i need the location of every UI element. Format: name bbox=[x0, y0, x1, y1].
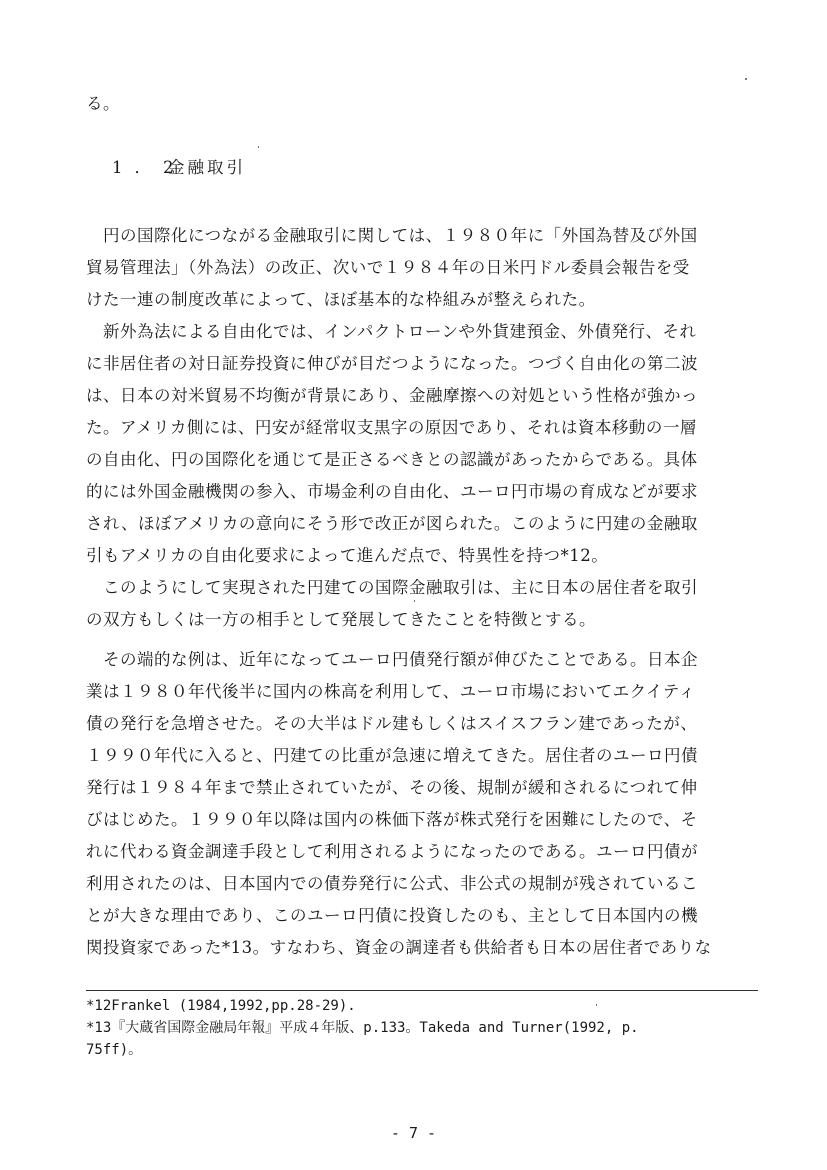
page-number: - 7 - bbox=[390, 1124, 437, 1142]
body-line: 関投資家であった*13。すなわち、資金の調達者も供給者も日本の居住者でありな bbox=[86, 938, 712, 957]
footnote-rule bbox=[86, 990, 758, 991]
body-line: た。アメリカ側には、円安が経常収支黒字の原因であり、それは資本移動の一層 bbox=[86, 418, 697, 437]
body-line: その端的な例は、近年になってユーロ円債発行額が伸びたことである。日本企 bbox=[86, 650, 698, 669]
body-line: 的には外国金融機関の参入、市場金利の自由化、ユーロ円市場の育成などが要求 bbox=[86, 482, 698, 501]
body-line: 債の発行を急増させた。その大半はドル建もしくはスイスフラン建であったが、 bbox=[86, 714, 698, 733]
continued-text: る。 bbox=[86, 94, 120, 113]
body-line: 業は１９８０年代後半に国内の株高を利用して、ユーロ市場においてエクイティ bbox=[86, 682, 696, 701]
section-title: 金融取引 bbox=[168, 158, 246, 177]
body-line: 利用されたのは、日本国内での債券発行に公式、非公式の規制が残されているこ bbox=[86, 874, 698, 893]
body-line: に非居住者の対日証券投資に伸びが目だつようになった。つづく自由化の第二波 bbox=[86, 354, 698, 373]
body-line: 貿易管理法」（外為法）の改正、次いで１９８４年の日米円ドル委員会報告を受 bbox=[86, 258, 690, 277]
body-line: １９９０年代に入ると、円建ての比重が急速に増えてきた。居住者のユーロ円債 bbox=[86, 746, 698, 765]
body-line: 円の国際化につながる金融取引に関しては、１９８０年に「外国為替及び外国 bbox=[86, 226, 698, 245]
body-line: の双方もしくは一方の相手として発展してきたことを特徴とする。 bbox=[86, 610, 596, 629]
body-line: このようにして実現された円建ての国際金融取引は、主に日本の居住者を取引 bbox=[86, 578, 698, 597]
scan-speck bbox=[414, 600, 415, 602]
body-line: され、ほぼアメリカの意向にそう形で改正が図られた。このように円建の金融取 bbox=[86, 514, 698, 533]
footnote-13: *13『大蔵省国際金融局年報』平成４年版、p.133。Takeda and Turner(1992, p. bbox=[86, 1020, 639, 1036]
body-line: は、日本の対米貿易不均衡が背景にあり、金融摩擦への対処という性格が強かっ bbox=[86, 386, 698, 405]
footnote-12: *12Frankel (1984,1992,pp.28-29). bbox=[86, 998, 356, 1014]
body-line: 新外為法による自由化では、インパクトローンや外貨建預金、外債発行、それ bbox=[86, 322, 697, 341]
body-line: れに代わる資金調達手段として利用されるようになったのである。ユーロ円債が bbox=[86, 842, 698, 861]
body-line: 引もアメリカの自由化要求によって進んだ点で、特異性を持つ*12。 bbox=[86, 546, 609, 565]
body-line: 発行は１９８４年まで禁止されていたが、その後、規制が緩和されるにつれて伸 bbox=[86, 778, 698, 797]
body-line: びはじめた。１９９０年以降は国内の株価下落が株式発行を困難にしたので、そ bbox=[86, 810, 698, 829]
scan-speck bbox=[596, 1004, 597, 1006]
body-line: とが大きな理由であり、このユーロ円債に投資したのも、主として日本国内の機 bbox=[86, 906, 698, 925]
body-line: の自由化、円の国際化を通じて是正さるべきとの認識があったからである。具体 bbox=[86, 450, 698, 469]
body-line: けた一連の制度改革によって、ほぼ基本的な枠組みが整えられた。 bbox=[86, 290, 596, 309]
footnote-13-continued: 75ff)。 bbox=[86, 1042, 143, 1058]
section-number: 1．2 bbox=[112, 158, 186, 177]
scan-speck bbox=[745, 78, 747, 80]
scan-speck bbox=[258, 146, 259, 148]
